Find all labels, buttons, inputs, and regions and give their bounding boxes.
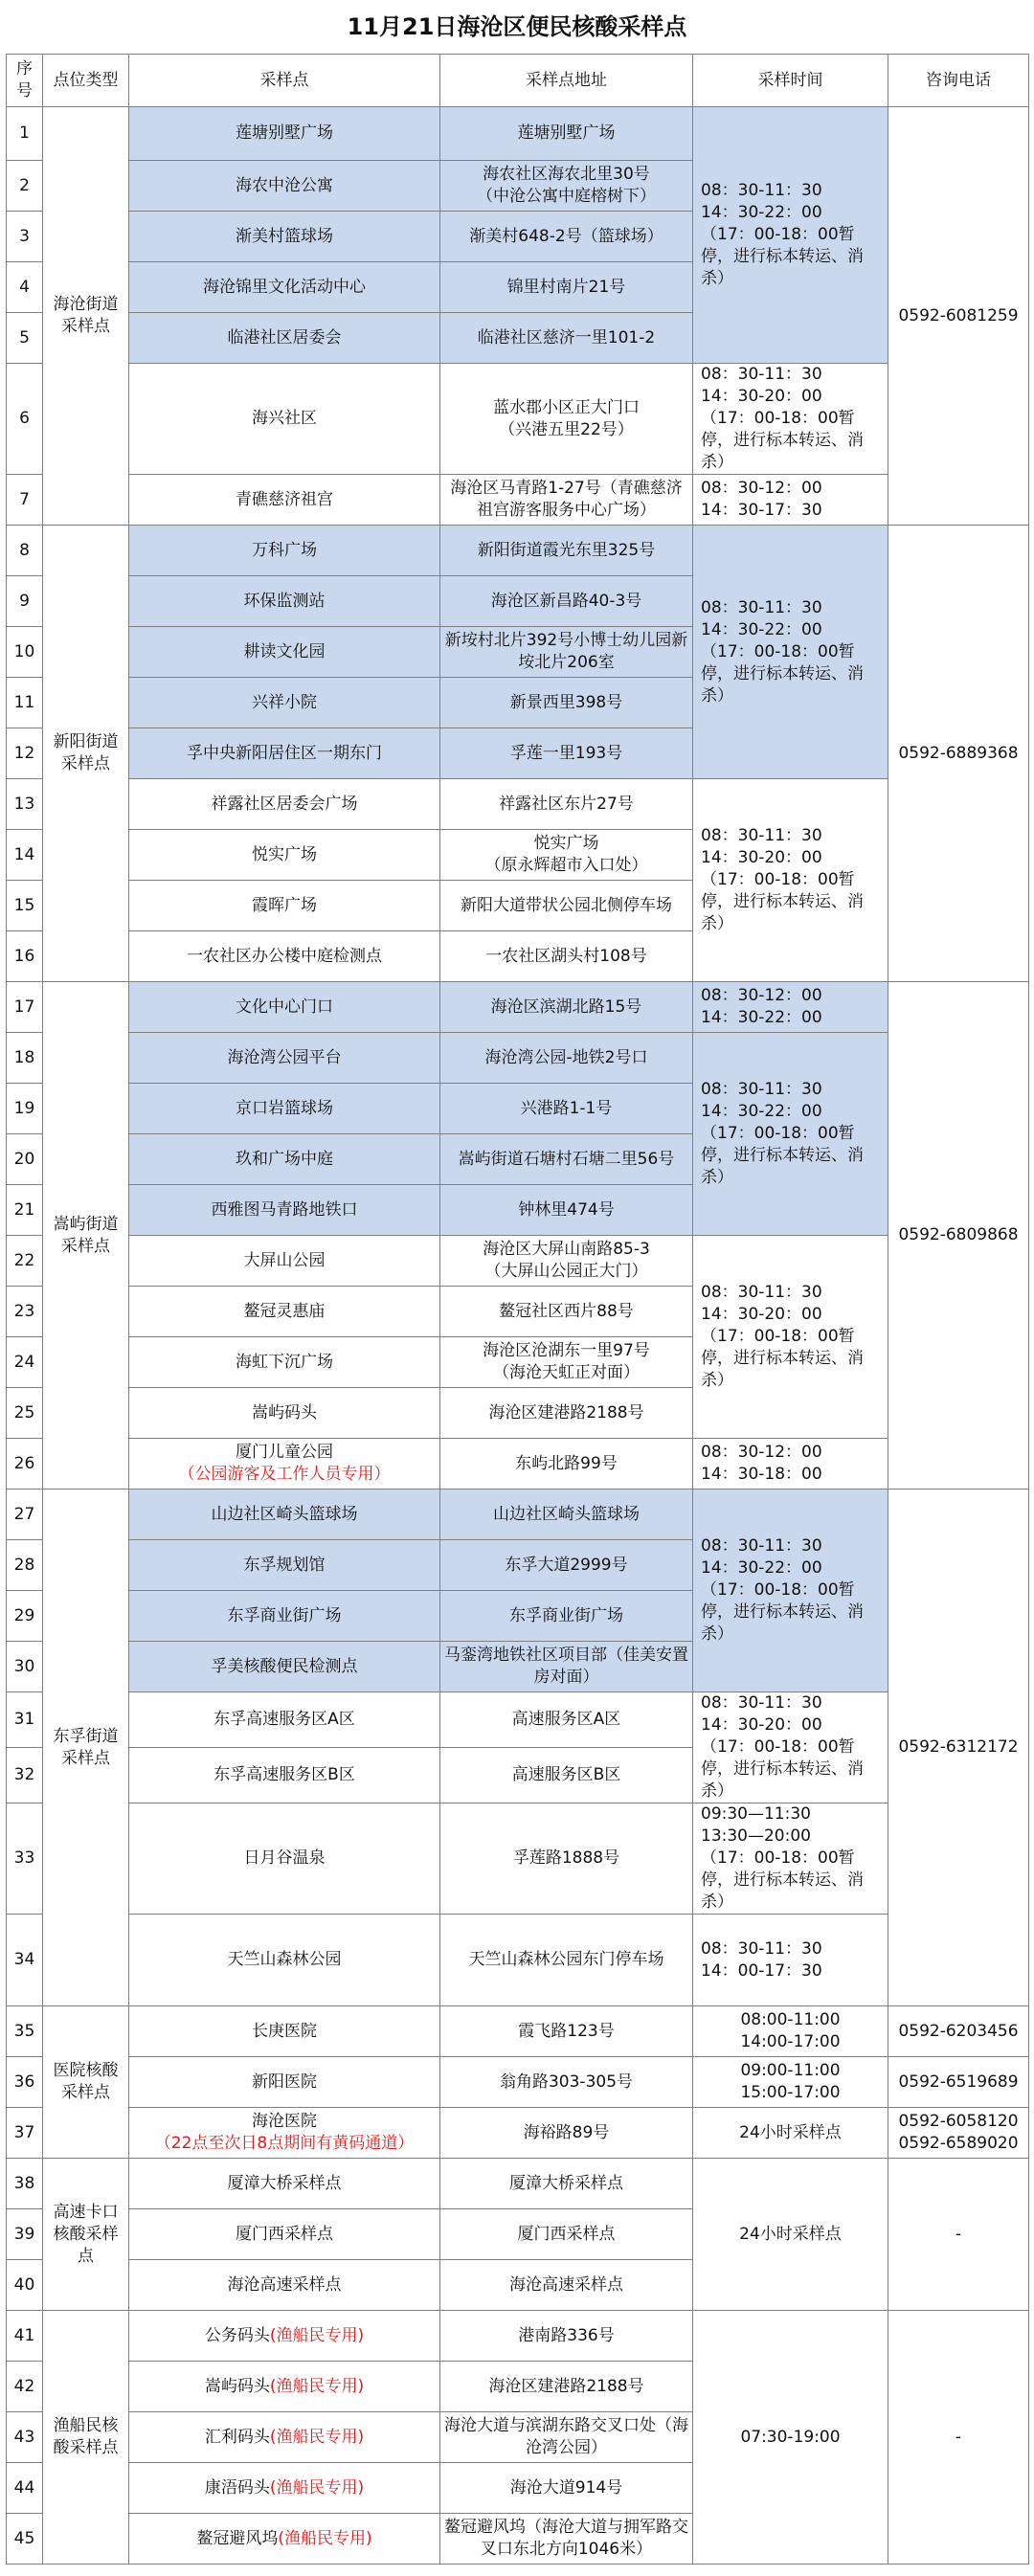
site-name-cell xyxy=(129,1033,440,1084)
site-name-cell xyxy=(129,2006,440,2057)
site-name-cell xyxy=(129,212,440,262)
sampling-time-cell: 09:30—11:30 13:30—20:00 （17：00-18：00暂停，进行标本转运、消杀） xyxy=(693,1803,888,1915)
row-number: 21 xyxy=(7,1185,43,1236)
site-name-cell xyxy=(129,364,440,475)
phone-number: 0592-6589020 xyxy=(898,2134,1019,2153)
row-number: 5 xyxy=(7,313,43,364)
site-name-cell xyxy=(129,1642,440,1692)
site-name: 大屏山公园 xyxy=(243,1250,326,1270)
site-address-cell: 海沧大道914号 xyxy=(440,2463,693,2514)
row-number: 44 xyxy=(7,2463,43,2514)
site-name: 鳌冠灵惠庙 xyxy=(243,1301,326,1321)
site-note: (渔船民专用) xyxy=(269,2325,365,2345)
site-name-cell xyxy=(129,161,440,212)
site-address-cell: 临港社区慈济一里101-2 xyxy=(440,313,693,364)
consult-phone-cell: - xyxy=(888,2311,1029,2565)
row-number: 24 xyxy=(7,1337,43,1388)
sampling-time-cell: 08：30-11：30 14：30-22：00 （17：00-18：00暂停，进行标本转运、消杀） xyxy=(693,526,888,779)
site-address-cell: 新景西里398号 xyxy=(440,678,693,728)
row-number: 4 xyxy=(7,262,43,313)
sampling-time-cell: 08：30-11：30 14：30-20：00 （17：00-18：00暂停，进行标本转运、消杀） xyxy=(693,1236,888,1439)
site-address-cell: 嵩屿街道石塘村石塘二里56号 xyxy=(440,1134,693,1185)
site-name-cell xyxy=(129,1236,440,1287)
site-address-cell: 海沧区大屏山南路85-3 （大屏山公园正大门） xyxy=(440,1236,693,1287)
site-name: 孚中央新阳居住区一期东门 xyxy=(187,743,382,763)
row-number: 14 xyxy=(7,830,43,881)
site-name: 厦门西采样点 xyxy=(236,2224,333,2244)
site-name-cell xyxy=(129,2260,440,2311)
sampling-time-cell: 08:00-11:00 14:00-17:00 xyxy=(693,2006,888,2057)
site-address-cell: 霞飞路123号 xyxy=(440,2006,693,2057)
site-name-cell xyxy=(129,779,440,830)
site-address-cell: 海沧湾公园-地铁2号口 xyxy=(440,1033,693,1084)
row-number: 30 xyxy=(7,1642,43,1692)
consult-phone-cell: 0592-6889368 xyxy=(888,526,1029,982)
site-address-cell: 山边社区崎头篮球场 xyxy=(440,1490,693,1540)
row-number: 31 xyxy=(7,1692,43,1748)
table-row xyxy=(7,2311,1029,2362)
site-address-cell: 海沧区沧湖东一里97号 （海沧天虹正对面） xyxy=(440,1337,693,1388)
sampling-time-cell: 08：30-11：30 14：30-22：00 （17：00-18：00暂停，进行标本转运、消杀） xyxy=(693,1490,888,1692)
row-number: 45 xyxy=(7,2514,43,2565)
site-name: 耕读文化园 xyxy=(243,641,326,661)
row-number: 2 xyxy=(7,161,43,212)
site-name: 康浯码头 xyxy=(204,2477,270,2498)
site-name-cell xyxy=(129,313,440,364)
row-number: 27 xyxy=(7,1490,43,1540)
row-number: 10 xyxy=(7,627,43,678)
row-number: 11 xyxy=(7,678,43,728)
site-name-cell xyxy=(129,1084,440,1134)
sampling-time-cell: 08：30-11：30 14：30-20：00 （17：00-18：00暂停，进行标本转运、消杀） xyxy=(693,779,888,982)
site-name: 嵩屿码头 xyxy=(252,1402,317,1422)
table-header-row xyxy=(7,55,1029,107)
sampling-table xyxy=(6,54,1029,2565)
row-number: 39 xyxy=(7,2209,43,2260)
site-name: 渐美村篮球场 xyxy=(236,226,333,246)
site-name-cell xyxy=(129,526,440,576)
site-name-cell xyxy=(129,931,440,982)
site-address-cell: 东屿北路99号 xyxy=(440,1439,693,1490)
site-name-cell xyxy=(129,627,440,678)
site-name: 东孚商业街广场 xyxy=(227,1605,342,1625)
site-name: 海虹下沉广场 xyxy=(236,1352,333,1372)
table-row xyxy=(7,2159,1029,2209)
sampling-time-cell: 08：30-11：30 14：30-20：00 （17：00-18：00暂停，进行标本转运、消杀） xyxy=(693,1692,888,1803)
phone-number: 0592-6058120 xyxy=(898,2112,1019,2131)
site-address-cell: 海沧高速采样点 xyxy=(440,2260,693,2311)
consult-phone-cell: 0592-6519689 xyxy=(888,2057,1029,2108)
site-note: (渔船民专用) xyxy=(269,2376,365,2396)
site-address-cell: 翁角路303-305号 xyxy=(440,2057,693,2108)
site-name: 海沧高速采样点 xyxy=(227,2274,342,2295)
site-name-cell xyxy=(129,2463,440,2514)
row-number: 18 xyxy=(7,1033,43,1084)
site-address-cell: 海沧大道与滨湖东路交叉口处（海沧湾公园） xyxy=(440,2412,693,2463)
site-name-cell xyxy=(129,1692,440,1748)
site-name-cell xyxy=(129,830,440,881)
site-note: （公园游客及工作人员专用） xyxy=(178,1465,391,1484)
site-name-cell xyxy=(129,1540,440,1591)
sampling-time-cell: 07:30-19:00 xyxy=(693,2311,888,2565)
site-name-cell xyxy=(129,1803,440,1915)
site-name: 东孚规划馆 xyxy=(243,1555,326,1575)
table-row xyxy=(7,364,1029,475)
site-name: 一农社区办公楼中庭检测点 xyxy=(187,946,382,966)
site-address-cell: 莲塘别墅广场 xyxy=(440,107,693,161)
table-row xyxy=(7,1439,1029,1490)
row-number: 3 xyxy=(7,212,43,262)
site-name-cell xyxy=(129,1591,440,1642)
point-type-cell: 东孚街道采样点 xyxy=(43,1490,129,2006)
site-name: 兴祥小院 xyxy=(252,692,317,712)
col-header-address: 采样点地址 xyxy=(440,55,693,107)
row-number: 40 xyxy=(7,2260,43,2311)
point-type-cell: 渔船民核酸采样点 xyxy=(43,2311,129,2565)
site-name: 悦实广场 xyxy=(252,844,317,864)
site-name: 文化中心门口 xyxy=(236,997,333,1017)
site-name: 嵩屿码头 xyxy=(204,2376,270,2396)
table-row xyxy=(7,1033,1029,1084)
row-number: 12 xyxy=(7,728,43,779)
row-number: 29 xyxy=(7,1591,43,1642)
site-name: 京口岩篮球场 xyxy=(236,1098,333,1118)
site-name: 临港社区居委会 xyxy=(227,327,342,347)
table-row xyxy=(7,1490,1029,1540)
row-number: 38 xyxy=(7,2159,43,2209)
site-address-cell: 天竺山森林公园东门停车场 xyxy=(440,1915,693,2006)
site-name-cell xyxy=(129,2514,440,2565)
site-name: 天竺山森林公园 xyxy=(227,1950,342,1969)
site-note: (渔船民专用) xyxy=(278,2528,372,2548)
site-name: 厦漳大桥采样点 xyxy=(227,2173,342,2193)
site-name: 新阳医院 xyxy=(252,2072,317,2092)
site-name: 海沧湾公园平台 xyxy=(227,1047,342,1067)
col-header-phone: 咨询电话 xyxy=(888,55,1029,107)
col-header-type: 点位类型 xyxy=(43,55,129,107)
site-name-cell xyxy=(129,2362,440,2412)
row-number: 42 xyxy=(7,2362,43,2412)
point-type-cell: 医院核酸采样点 xyxy=(43,2006,129,2159)
site-address-cell: 孚莲路1888号 xyxy=(440,1803,693,1915)
row-number: 35 xyxy=(7,2006,43,2057)
site-name: 青礁慈济祖宫 xyxy=(236,489,333,509)
site-address-cell: 海沧区滨湖北路15号 xyxy=(440,982,693,1033)
sampling-time-cell: 08：30-12：00 14：30-22：00 xyxy=(693,982,888,1033)
site-name-cell xyxy=(129,678,440,728)
site-name-cell xyxy=(129,1748,440,1803)
row-number: 26 xyxy=(7,1439,43,1490)
site-name: 霞晖广场 xyxy=(252,895,317,915)
row-number: 34 xyxy=(7,1915,43,2006)
site-note: （22点至次日8点期间有黄码通道） xyxy=(154,2134,415,2153)
sampling-time-cell: 09:00-11:00 15:00-17:00 xyxy=(693,2057,888,2108)
site-name: 海农中沧公寓 xyxy=(236,175,333,195)
table-row xyxy=(7,779,1029,830)
site-name-cell xyxy=(129,2057,440,2108)
site-name: 海兴社区 xyxy=(252,409,317,428)
site-address-cell: 厦门西采样点 xyxy=(440,2209,693,2260)
row-number: 9 xyxy=(7,576,43,627)
row-number: 28 xyxy=(7,1540,43,1591)
site-address-cell: 祥露社区东片27号 xyxy=(440,779,693,830)
site-name-cell xyxy=(129,1388,440,1439)
site-address-cell: 锦里村南片21号 xyxy=(440,262,693,313)
row-number: 32 xyxy=(7,1748,43,1803)
point-type-cell: 高速卡口核酸采样点 xyxy=(43,2159,129,2311)
row-number: 37 xyxy=(7,2108,43,2159)
site-name: 山边社区崎头篮球场 xyxy=(211,1504,358,1524)
row-number: 41 xyxy=(7,2311,43,2362)
row-number: 20 xyxy=(7,1134,43,1185)
site-name: 长庚医院 xyxy=(252,2021,317,2041)
site-name: 鳌冠避风坞 xyxy=(196,2528,279,2548)
site-address-cell: 兴港路1-1号 xyxy=(440,1084,693,1134)
consult-phone-cell: 0592-6312172 xyxy=(888,1490,1029,2006)
row-number: 8 xyxy=(7,526,43,576)
site-address-cell: 新阳大道带状公园北侧停车场 xyxy=(440,881,693,931)
site-address-cell: 东孚大道2999号 xyxy=(440,1540,693,1591)
site-address-cell: 海沧区马青路1-27号（青礁慈济祖宫游客服务中心广场） xyxy=(440,475,693,526)
site-address-cell: 一农社区湖头村108号 xyxy=(440,931,693,982)
row-number: 23 xyxy=(7,1287,43,1337)
point-type-cell: 嵩屿街道采样点 xyxy=(43,982,129,1490)
site-address-cell: 高速服务区A区 xyxy=(440,1692,693,1748)
site-note: (渔船民专用) xyxy=(269,2477,365,2498)
sampling-time-cell: 08：30-11：30 14：30-22：00 （17：00-18：00暂停，进行标本转运、消杀） xyxy=(693,107,888,364)
consult-phone-cell: - xyxy=(888,2159,1029,2311)
consult-phone-cell: 0592-6809868 xyxy=(888,982,1029,1490)
point-type-cell: 海沧街道采样点 xyxy=(43,107,129,526)
consult-phone-cell: 0592-6081259 xyxy=(888,107,1029,526)
col-header-no: 序号 xyxy=(7,55,43,107)
site-name: 万科广场 xyxy=(252,540,317,560)
site-address-cell: 海沧区新昌路40-3号 xyxy=(440,576,693,627)
site-address-cell: 孚莲一里193号 xyxy=(440,728,693,779)
row-number: 7 xyxy=(7,475,43,526)
site-name: 西雅图马青路地铁口 xyxy=(211,1199,358,1220)
site-name-cell xyxy=(129,1439,440,1490)
site-name-cell xyxy=(129,576,440,627)
site-name: 海沧锦里文化活动中心 xyxy=(203,277,366,297)
table-row xyxy=(7,982,1029,1033)
row-number: 6 xyxy=(7,364,43,475)
site-address-cell: 鳌冠社区西片88号 xyxy=(440,1287,693,1337)
site-name: 汇利码头 xyxy=(204,2427,270,2447)
consult-phone-cell: 0592-6203456 xyxy=(888,2006,1029,2057)
row-number: 22 xyxy=(7,1236,43,1287)
page-title: 11月21日海沧区便民核酸采样点 xyxy=(347,13,687,40)
site-name-cell xyxy=(129,2159,440,2209)
site-name: 莲塘别墅广场 xyxy=(236,123,333,143)
site-address-cell: 海农社区海农北里30号 （中沧公寓中庭榕树下） xyxy=(440,161,693,212)
site-note: (渔船民专用) xyxy=(269,2427,365,2447)
table-row xyxy=(7,1236,1029,1287)
site-address-cell: 渐美村648-2号（篮球场） xyxy=(440,212,693,262)
site-address-cell: 海沧区建港路2188号 xyxy=(440,1388,693,1439)
table-row xyxy=(7,1692,1029,1748)
site-name: 环保监测站 xyxy=(243,591,326,611)
site-address-cell: 高速服务区B区 xyxy=(440,1748,693,1803)
site-name-cell xyxy=(129,982,440,1033)
site-address-cell: 鳌冠避风坞（海沧大道与拥军路交叉口东北方向1046米） xyxy=(440,2514,693,2565)
table-row xyxy=(7,1803,1029,1915)
row-number: 13 xyxy=(7,779,43,830)
sampling-time-cell: 08：30-12：00 14：30-17：30 xyxy=(693,475,888,526)
table-row xyxy=(7,107,1029,161)
table-row xyxy=(7,1915,1029,2006)
table-row xyxy=(7,2006,1029,2057)
site-name: 孚美核酸便民检测点 xyxy=(211,1656,358,1676)
site-address-cell: 海沧区建港路2188号 xyxy=(440,2362,693,2412)
site-name: 玖和广场中庭 xyxy=(236,1149,333,1169)
site-name: 日月谷温泉 xyxy=(243,1848,326,1868)
site-name-cell xyxy=(129,728,440,779)
site-name: 厦门儿童公园 xyxy=(236,1443,333,1462)
site-name: 东孚高速服务区B区 xyxy=(214,1765,355,1784)
site-name-cell xyxy=(129,107,440,161)
site-name: 公务码头 xyxy=(204,2325,270,2345)
point-type-cell: 新阳街道采样点 xyxy=(43,526,129,982)
table-row xyxy=(7,2108,1029,2159)
site-address-cell: 马銮湾地铁社区项目部（佳美安置房对面） xyxy=(440,1642,693,1692)
consult-phone-cell xyxy=(888,2108,1029,2159)
row-number: 1 xyxy=(7,107,43,161)
site-name-cell xyxy=(129,2412,440,2463)
row-number: 15 xyxy=(7,881,43,931)
sampling-time-cell: 08：30-11：30 14：30-22：00 （17：00-18：00暂停，进行标本转运、消杀） xyxy=(693,1033,888,1236)
site-name-cell xyxy=(129,2209,440,2260)
row-number: 19 xyxy=(7,1084,43,1134)
site-name-cell xyxy=(129,475,440,526)
site-name-cell xyxy=(129,1185,440,1236)
row-number: 25 xyxy=(7,1388,43,1439)
site-name: 海沧医院 xyxy=(252,2112,317,2131)
site-name-cell xyxy=(129,881,440,931)
col-header-site: 采样点 xyxy=(129,55,440,107)
site-address-cell: 蓝水郡小区正大门口 （兴港五里22号） xyxy=(440,364,693,475)
site-address-cell: 厦漳大桥采样点 xyxy=(440,2159,693,2209)
sampling-time-cell: 08：30-12：00 14：30-18：00 xyxy=(693,1439,888,1490)
site-address-cell: 东孚商业街广场 xyxy=(440,1591,693,1642)
site-name-cell xyxy=(129,1287,440,1337)
site-name-cell xyxy=(129,1134,440,1185)
site-address-cell: 新阳街道霞光东里325号 xyxy=(440,526,693,576)
row-number: 33 xyxy=(7,1803,43,1915)
row-number: 17 xyxy=(7,982,43,1033)
site-name: 东孚高速服务区A区 xyxy=(214,1710,355,1729)
sampling-time-cell: 08：30-11：30 14：00-17：30 xyxy=(693,1915,888,2006)
row-number: 16 xyxy=(7,931,43,982)
row-number: 43 xyxy=(7,2412,43,2463)
site-address-cell: 悦实广场 （原永辉超市入口处） xyxy=(440,830,693,881)
table-row xyxy=(7,475,1029,526)
table-row xyxy=(7,2057,1029,2108)
site-name-cell xyxy=(129,1490,440,1540)
sampling-time-cell: 08：30-11：30 14：30-20：00 （17：00-18：00暂停，进行标本转运、消杀） xyxy=(693,364,888,475)
sampling-time-cell: 24小时采样点 xyxy=(693,2159,888,2311)
site-address-cell: 新垵村北片392号小博士幼儿园新垵北片206室 xyxy=(440,627,693,678)
site-name-cell xyxy=(129,2311,440,2362)
site-address-cell: 钟林里474号 xyxy=(440,1185,693,1236)
table-row xyxy=(7,526,1029,576)
site-name-cell xyxy=(129,1915,440,2006)
site-address-cell: 港南路336号 xyxy=(440,2311,693,2362)
site-name-cell xyxy=(129,1337,440,1388)
row-number: 36 xyxy=(7,2057,43,2108)
site-address-cell: 海裕路89号 xyxy=(440,2108,693,2159)
site-name-cell xyxy=(129,2108,440,2159)
site-name-cell xyxy=(129,262,440,313)
site-name: 祥露社区居委会广场 xyxy=(211,794,358,814)
col-header-time: 采样时间 xyxy=(693,55,888,107)
sampling-time-cell: 24小时采样点 xyxy=(693,2108,888,2159)
